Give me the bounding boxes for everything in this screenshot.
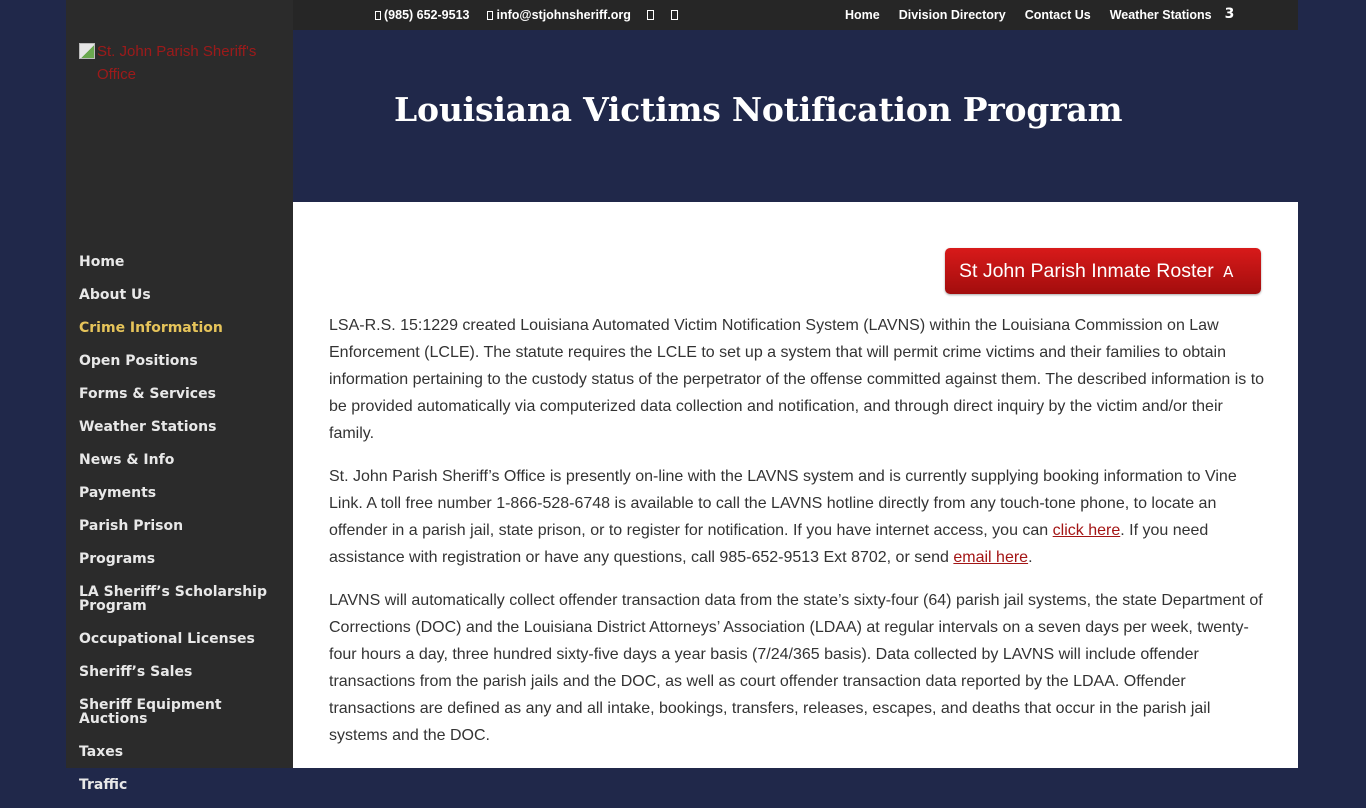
page-header	[293, 30, 1298, 202]
envelope-icon	[487, 11, 493, 20]
sidebar-item-open-positions[interactable]: Open Positions	[79, 353, 198, 369]
sidebar-item-news-info[interactable]: News & Info	[79, 452, 175, 468]
top-bar	[293, 0, 1298, 30]
paragraph-text: . If you need assistance with registration or have any questions, call 985-652-9513 Ext 8702, or send	[329, 522, 1209, 566]
email-link[interactable]	[487, 8, 630, 22]
sidebar-item-sheriffs-sales[interactable]: Sheriff’s Sales	[79, 664, 193, 680]
paragraph-text: .	[1028, 549, 1033, 566]
phone-icon	[375, 11, 381, 20]
sidebar-nav	[79, 252, 289, 808]
sidebar-item-traffic[interactable]: Traffic	[79, 777, 128, 793]
top-nav-contact-us[interactable]: Contact Us	[1024, 8, 1091, 22]
phone-link[interactable]	[375, 8, 469, 22]
sidebar-item-about-us[interactable]: About Us	[79, 287, 151, 303]
sidebar-item-programs[interactable]: Programs	[79, 551, 156, 567]
sidebar-item-parish-prison[interactable]: Parish Prison	[79, 518, 184, 534]
site-logo[interactable]	[79, 40, 279, 86]
facebook-icon[interactable]	[647, 10, 654, 20]
article-body	[329, 312, 1267, 765]
twitter-icon[interactable]	[671, 10, 678, 20]
contact-info	[375, 8, 681, 22]
sidebar-item-crime-information[interactable]: Crime Information	[79, 320, 223, 336]
inmate-roster-label: St John Parish Inmate Roster	[959, 260, 1214, 282]
dropdown-arrow-icon[interactable]: 3	[1224, 6, 1235, 22]
email-address: info@stjohnsheriff.org	[496, 8, 631, 22]
click-here-link[interactable]: click here	[1052, 522, 1121, 539]
broken-image-icon	[79, 43, 95, 59]
top-nav-weather-stations[interactable]: Weather Stations	[1109, 8, 1212, 22]
arrow-icon: A	[1223, 263, 1234, 281]
sidebar-item-payments[interactable]: Payments	[79, 485, 157, 501]
top-nav-home[interactable]: Home	[845, 8, 880, 22]
sidebar-item-equipment-auctions[interactable]: Sheriff Equipment Auctions	[79, 697, 222, 727]
sidebar-item-occupational-licenses[interactable]: Occupational Licenses	[79, 631, 255, 647]
sidebar-item-home[interactable]: Home	[79, 254, 125, 270]
logo-alt-text: St. John Parish Sheriff's Office	[97, 43, 257, 83]
sidebar	[66, 0, 293, 793]
inmate-roster-button[interactable]	[945, 248, 1261, 294]
phone-number: (985) 652-9513	[384, 8, 470, 22]
page-title: Louisiana Victims Notification Program	[394, 90, 1123, 129]
paragraph-lavns-intro: LSA-R.S. 15:1229 created Louisiana Automated Victim Notification System (LAVNS) within the Louisiana Commission on Law Enforcement (LCLE). The statute requires the LCLE to set up a system that will permit crime victims and their families to obtain information pertaining to the custody status of the perpetrator of the offense committed against them. The described information is to be provided automatically via computerized data collection and notification, and through direct inquiry by the victim and/or their family.	[329, 317, 1265, 442]
paragraph-lavns-data: LAVNS will automatically collect offender transaction data from the state’s sixty-four (64) parish jail systems, the state Department of Corrections (DOC) and the Louisiana District Attorneys’ Association (LDAA) at regular intervals on a seven days per week, twenty-four hours a day, three hundred sixty-five days a year basis (7/24/365 basis). Data collected by LAVNS will include offender transactions from the parish jails and the DOC, as well as court offender transaction data reported by the LDAA. Offender transactions are defined as any and all intake, bookings, transfers, releases, escapes, and deaths that occur in the parish jail systems and the DOC.	[329, 592, 1263, 744]
email-here-link[interactable]: email here	[953, 549, 1029, 566]
sidebar-item-taxes[interactable]: Taxes	[79, 744, 124, 760]
top-nav-division-directory[interactable]: Division Directory	[898, 8, 1006, 22]
top-nav	[845, 8, 1234, 22]
sidebar-item-scholarship-program[interactable]: LA Sheriff’s Scholarship Program	[79, 584, 267, 614]
sidebar-item-forms-services[interactable]: Forms & Services	[79, 386, 216, 402]
paragraph-lavns-online	[329, 463, 1267, 571]
sidebar-item-weather-stations[interactable]: Weather Stations	[79, 419, 217, 435]
paragraph-text: St. John Parish Sheriff’s Office is presently on-line with the LAVNS system and is currently supplying booking information to Vine Link. A toll free number 1-866-528-6748 is available to call the LAVNS hotline directly from any touch-tone phone, to locate an offender in a parish jail, state prison, or to register for notification. If you have internet access, you can	[329, 468, 1237, 539]
main-content	[293, 202, 1298, 768]
